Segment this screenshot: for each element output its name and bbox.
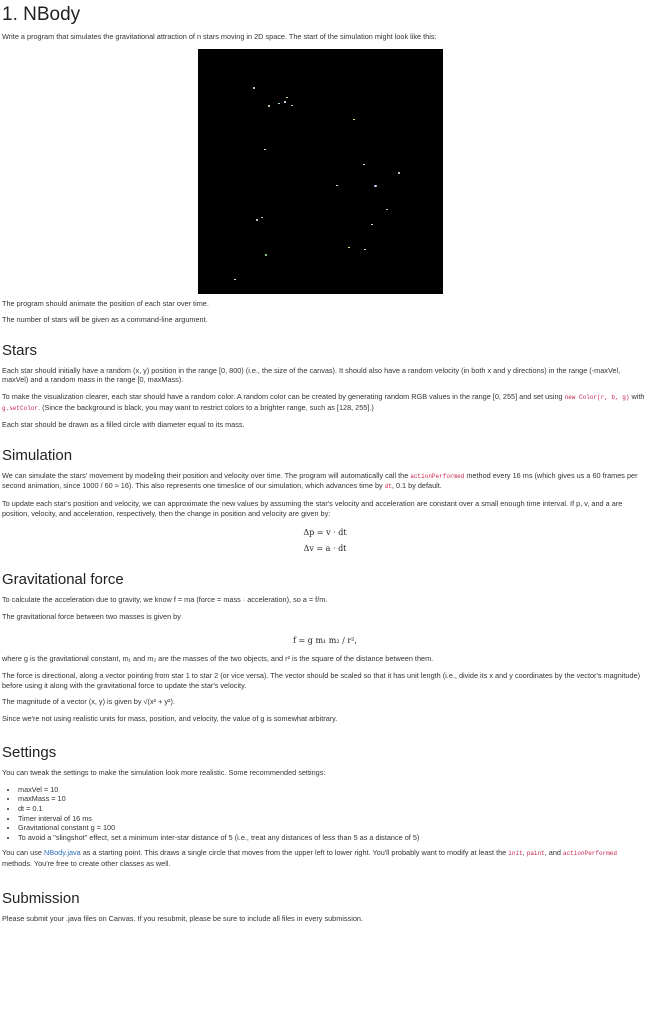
- intro-paragraph: Write a program that simulates the gravitational attraction of n stars moving in 2D space. The start of the simulation might look like this:: [2, 32, 437, 41]
- sim-star: [386, 209, 388, 211]
- settings-item: • To avoid a "slingshot" effect, set a minimum inter-star distance of 5 (i.e., treat any distances of less than 5 as a distance of 5): [18, 833, 648, 843]
- gravity-paragraph-4: The force is directional, along a vector pointing from star 1 to star 2 (or vice versa). The vector should be scaled so that it has unit length (i.e., divide its x and y coordinates by the vector's magnitude) before using it along with the gravitational force to update the star's velocity.: [2, 670, 641, 690]
- sim-star: [278, 103, 280, 105]
- settings-item: • dt = 0.1: [18, 804, 648, 814]
- code-new-color: new Color(r, b, g): [564, 393, 630, 401]
- sim-star: [256, 219, 258, 221]
- sim-star: [253, 87, 255, 89]
- sim-star: [364, 249, 366, 251]
- stars-paragraph-2: To make the visualization clearer, each star should have a random color. A random color can be created by generating random RGB values in the range [0, 255] and set using new Color(r, b, g) with g.setColor. (Since the background is black, you may want to restrict colors to a brighter range, such as [128, 255].): [2, 391, 645, 412]
- simulation-paragraph-2: To update each star's position and velocity, we can approximate the new values by assuming the star's velocity and acceleration are constant over a small enough time interval. If p, v, and a are position, velocity, and acceleration, respectively, then the change in position and velocity are given by:: [2, 498, 623, 518]
- sim-star: [291, 105, 293, 107]
- equation-delta-p: Δp = v · dt: [303, 528, 347, 538]
- sim-star: [234, 279, 236, 281]
- gravity-paragraph-6: Since we're not using realistic units for mass, position, and velocity, the value of g is somewhat arbitrary.: [2, 713, 338, 723]
- simulation-paragraph-1: We can simulate the stars' movement by modeling their position and velocity over time. The program will automatically call the actionPerformed method every 16 ms (which gives us a 60 frames per second animation, since 1000 / 60 ≈ 16). This also represents one timeslice of our simulation, which advances time by dt, 0.1 by default.: [2, 470, 638, 491]
- page: [0, 4, 650, 923]
- simulation-preview-image: [198, 49, 443, 294]
- settings-list: [2, 785, 648, 843]
- simulation-heading: Simulation: [2, 446, 73, 464]
- gravity-paragraph-5: The magnitude of a vector (x, y) is given by √(x² + y²).: [2, 697, 175, 707]
- sim-star: [371, 224, 373, 226]
- animate-paragraph: The program should animate the position of each star over time.: [2, 298, 209, 308]
- settings-item: • Gravitational constant g = 100: [18, 823, 648, 833]
- sim-star: [286, 97, 288, 99]
- code-paint: paint: [526, 850, 545, 858]
- equation-delta-v: Δv = a · dt: [303, 544, 347, 554]
- settings-item: • maxMass = 10: [18, 794, 648, 804]
- sim-star: [336, 185, 338, 187]
- sim-star: [363, 164, 365, 166]
- settings-paragraph-1: You can tweak the settings to make the simulation look more realistic. Some recommended settings:: [2, 768, 326, 778]
- sim-star: [284, 101, 286, 103]
- submission-heading: Submission: [2, 889, 80, 907]
- code-set-color: g.setColor: [2, 404, 39, 412]
- page-title: 1. NBody: [2, 4, 81, 25]
- settings-item: • Timer interval of 16 ms: [18, 814, 648, 824]
- sim-star: [265, 254, 267, 256]
- sim-star: [268, 105, 270, 107]
- sim-star: [264, 149, 266, 151]
- stars-paragraph-1: Each star should initially have a random (x, y) position in the range [0, 800) (i.e., the size of the canvas). It should also have a random velocity (in both x and y directions) in the range (-maxVel, maxVel) and a random mass in the range [0, maxMass).: [2, 365, 621, 385]
- sim-star: [374, 185, 377, 188]
- sim-star: [398, 172, 400, 174]
- settings-paragraph-2: You can use NBody.java as a starting point. This draws a single circle that moves from the upper left to lower right. You'll probably want to modify at least the init, paint, and actionPerformed methods. You're free to create other classes as well.: [2, 848, 618, 869]
- gravity-paragraph-2: The gravitational force between two masses is given by: [2, 611, 181, 621]
- gravity-paragraph-1: To calculate the acceleration due to gravity, we know f = ma (force = mass · acceleration), so a = f/m.: [2, 595, 328, 605]
- number-paragraph: The number of stars will be given as a command-line argument.: [2, 315, 208, 325]
- code-action-performed: actionPerformed: [410, 472, 465, 480]
- submission-paragraph: Please submit your .java files on Canvas. If you resubmit, please be sure to include all files in every submission.: [2, 913, 363, 923]
- sim-star: [261, 217, 263, 219]
- settings-heading: Settings: [2, 744, 57, 762]
- equation-gravity: f = g m₁ m₂ / r²,: [293, 636, 357, 646]
- code-action-performed-2: actionPerformed: [563, 850, 618, 858]
- code-init: init: [508, 850, 523, 858]
- stars-paragraph-3: Each star should be drawn as a filled circle with diameter equal to its mass.: [2, 420, 245, 430]
- stars-heading: Stars: [2, 341, 38, 359]
- sim-star: [353, 119, 355, 121]
- nbody-java-link[interactable]: NBody.java: [43, 848, 81, 858]
- gravity-heading: Gravitational force: [2, 571, 124, 589]
- settings-item: • maxVel = 10: [18, 785, 648, 795]
- sim-star: [348, 247, 350, 249]
- code-dt: dt: [384, 483, 392, 491]
- gravity-paragraph-3: where g is the gravitational constant, m₁ and m₂ are the masses of the two objects, and r² is the square of the distance between them.: [2, 654, 434, 664]
